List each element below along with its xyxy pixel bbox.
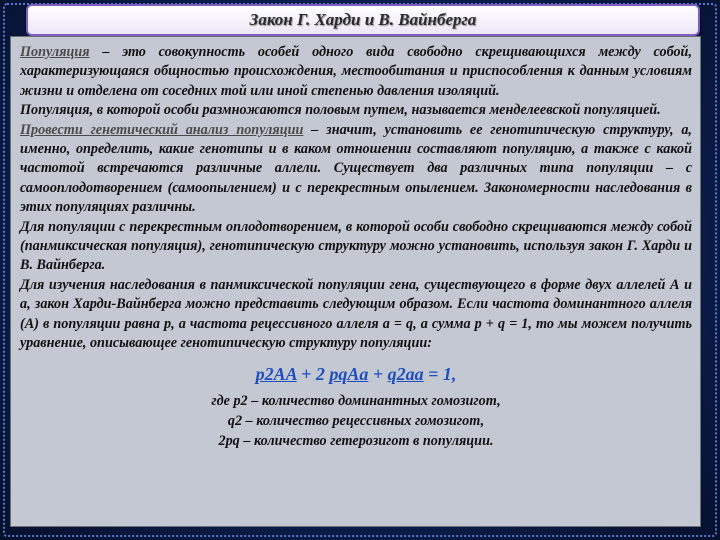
term-genetic-analysis: Провести генетический анализ популяции [20, 121, 304, 138]
title-bar [26, 4, 700, 36]
term-population: Популяция [20, 44, 90, 60]
paragraph-1-text: – это совокупность особей одного вида свободно скрещивающихся между собой, характеризующаяся общностью происхождения, местообитания и приспособления к данным условиям жизни и отделена от соседних той или иной степенью давления изоляций. [20, 44, 692, 99]
paragraph-population-definition [20, 43, 692, 101]
formula-term-q2aa: q2aa [387, 363, 424, 384]
paragraph-hardy-weinberg-intro: Для изучения наследования в панмиксической популяции гена, существующего в форме двух аллелей А и а, закон Харди-Вайнберга можно представить следующим образом. Если частота доминантного аллеля (А) в популяции равна p, а частота рецессивного аллеля а = q, а сумма p + q = 1, то мы можем получить уравнение, описывающее генотипическую структуру популяции: [20, 276, 692, 352]
formula-plus-2: + [368, 363, 388, 384]
formula-term-pqAa: pqAa [329, 363, 369, 384]
paragraph-panmictic-population: Для популяции с перекрестным оплодотворением, в которой особи свободно скрещиваются между собой (панмиксическая популяция), генотипическую структуру можно установить, используя закон Г. Харди и В. Вайнберга. [20, 218, 692, 274]
paragraph-genetic-analysis [20, 121, 692, 218]
formula-plus-1: + 2 [296, 363, 330, 384]
formula-term-p2AA: p2AA [255, 363, 297, 384]
legend-line-dominant: где p2 – количество доминантных гомозигот, [211, 392, 501, 409]
paragraph-mendelian-population: Популяция, в которой особи размножаются половым путем, называется менделеевской популяцией. [20, 102, 661, 119]
content-panel [10, 36, 701, 527]
hardy-weinberg-formula [20, 364, 692, 385]
slide-title: Закон Г. Харди и В. Вайнберга [249, 10, 477, 29]
legend-line-recessive: q2 – количество рецессивных гомозигот, [227, 412, 485, 429]
paragraph-3-text: – значит, установить ее генотипическую структуру, а, именно, определить, какие генотипы и в каком отношении составляют популяцию, а также с какой частотой встречаются различные аллели. Существует два различных типа популяции – с самооплодотворением (самоопылением) и с перекрестным опылением. Закономерности наследования в этих популяциях различны. [20, 121, 692, 216]
formula-equals: = 1, [423, 363, 457, 384]
formula-legend [20, 391, 692, 451]
legend-line-heterozygous: 2pq – количество гетерозигот в популяции. [218, 432, 494, 449]
